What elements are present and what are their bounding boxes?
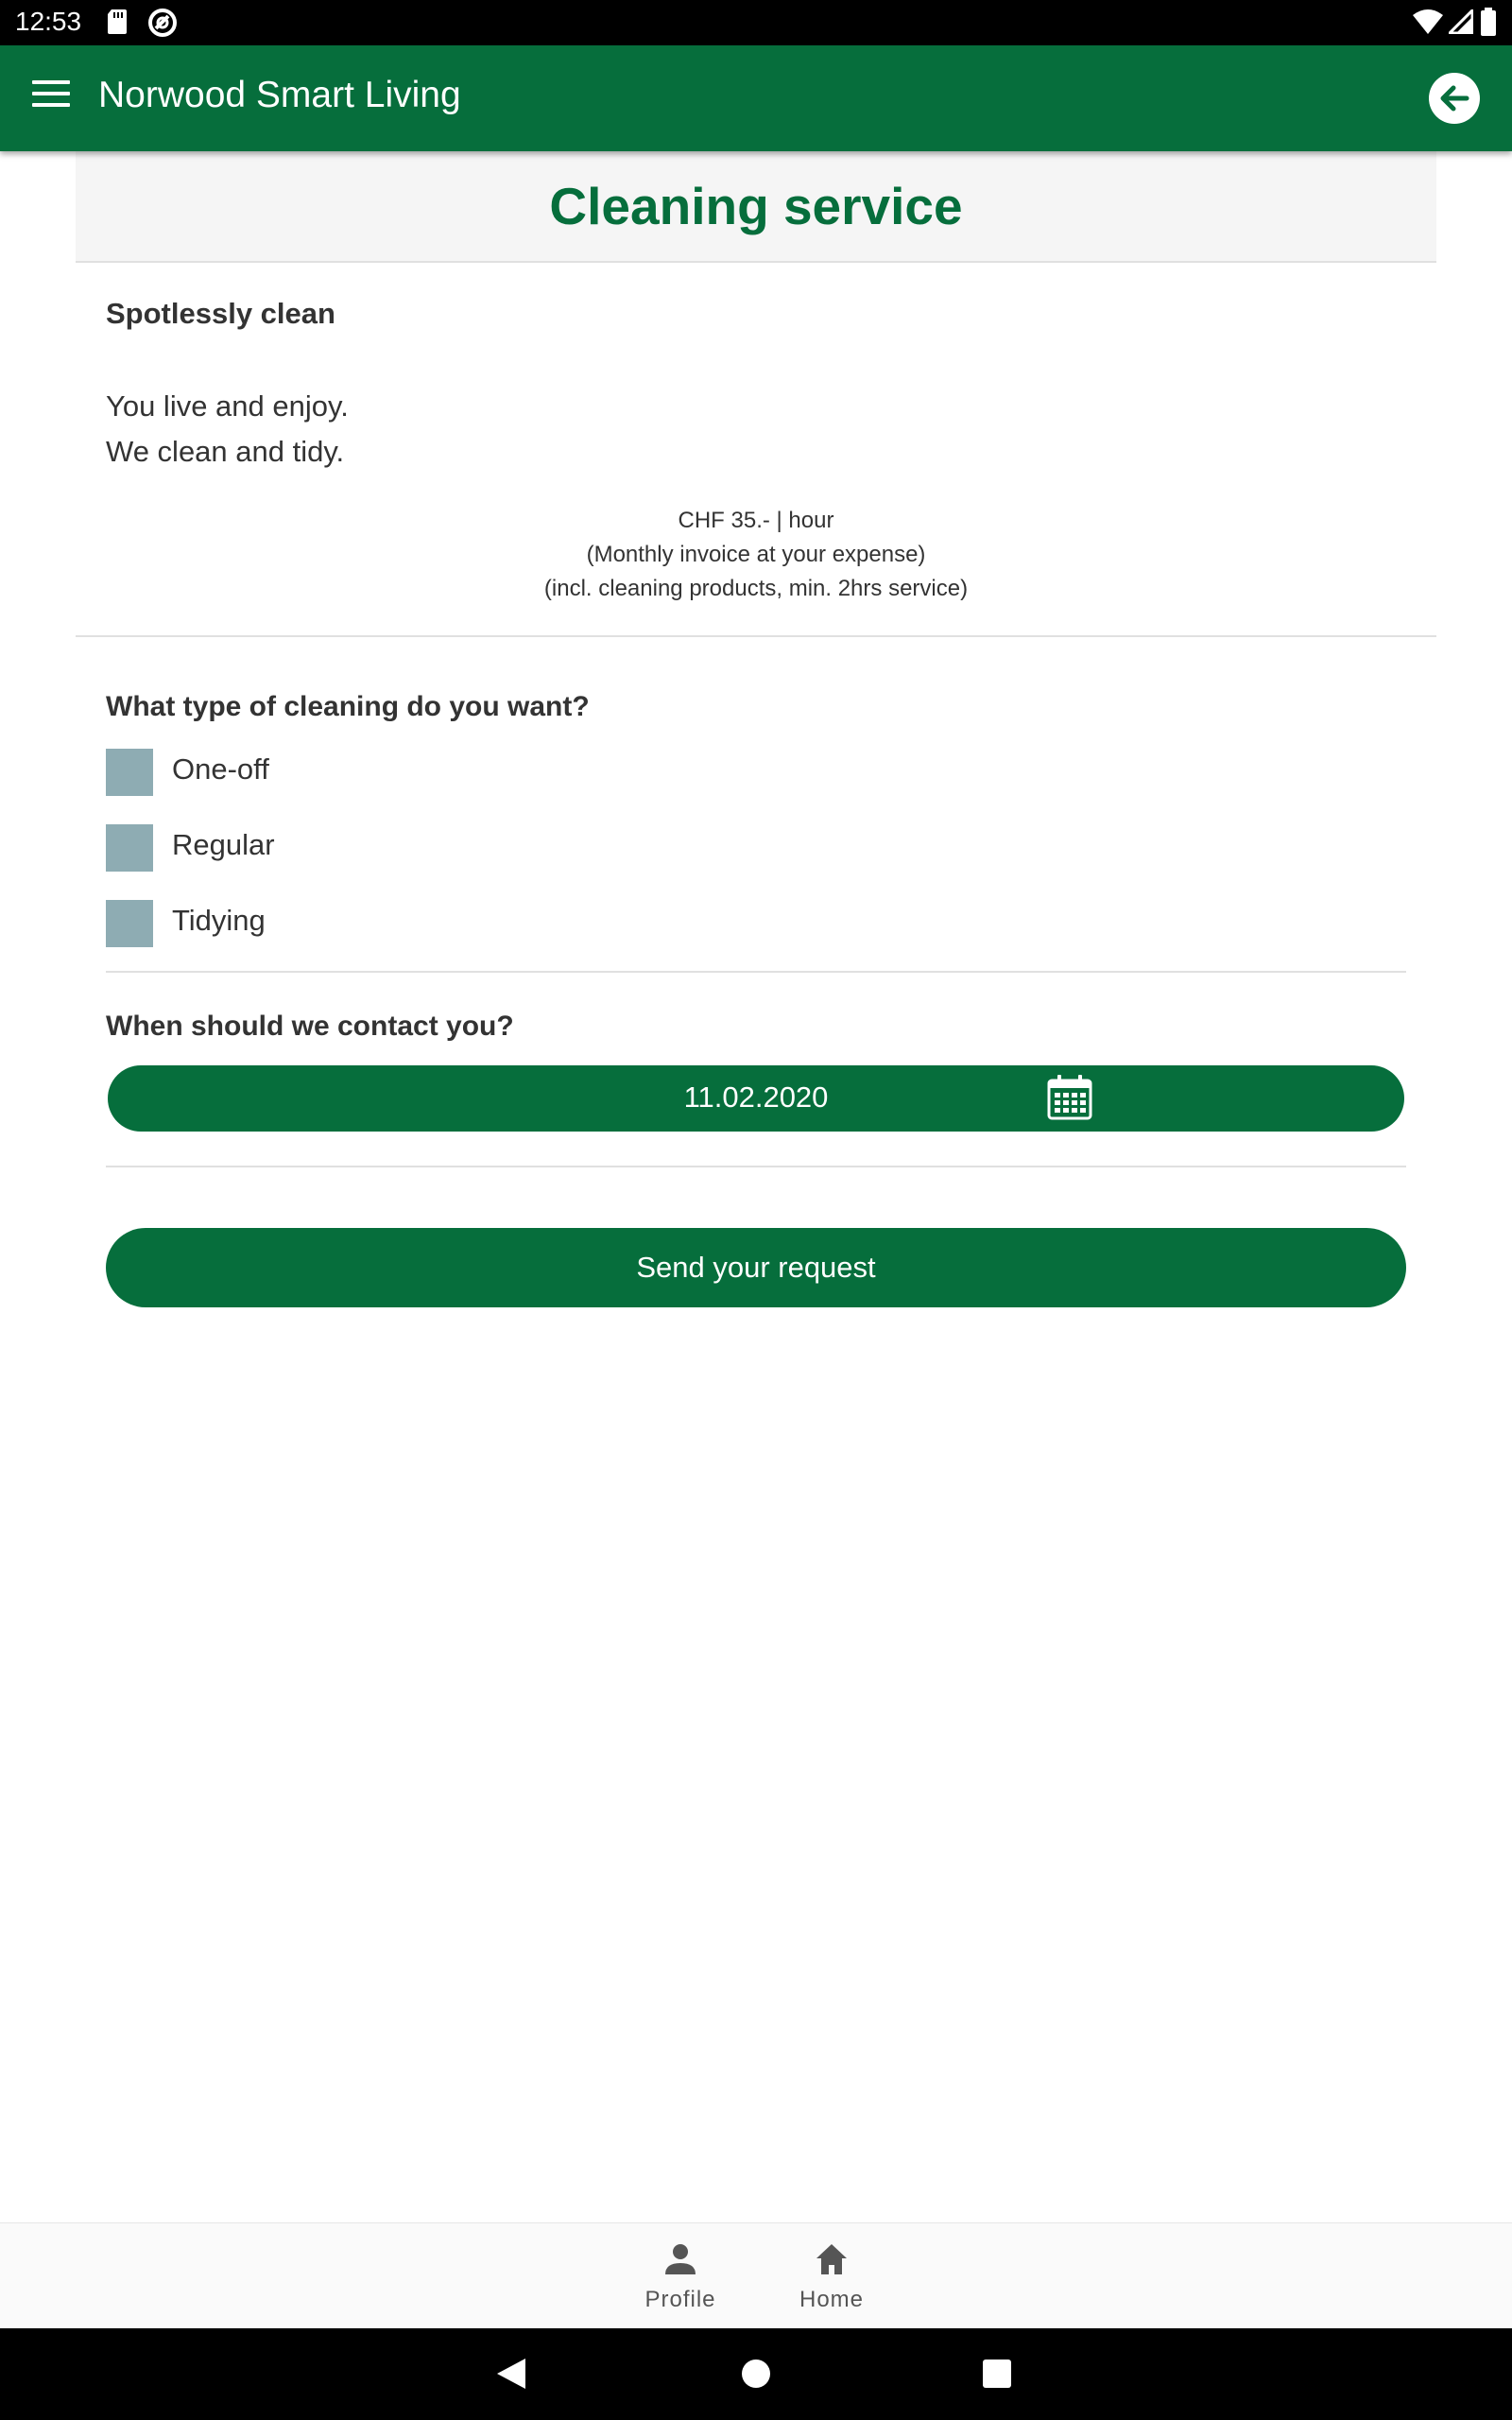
intro-line: You live and enjoy.: [106, 389, 349, 423]
price-note: (Monthly invoice at your expense): [586, 542, 926, 567]
option-label: Regular: [172, 828, 275, 861]
triangle-back-icon: [495, 2357, 527, 2391]
nav-item-profile[interactable]: [624, 2223, 737, 2329]
square-recents-icon: [983, 2360, 1011, 2388]
bottom-navigation: [0, 2222, 1512, 2329]
calendar-icon: [1045, 1073, 1094, 1127]
checkbox[interactable]: [106, 749, 153, 796]
menu-button[interactable]: [32, 80, 70, 116]
app-title: Norwood Smart Living: [98, 75, 461, 115]
home-icon: [815, 2242, 849, 2276]
nav-label: Profile: [644, 2287, 716, 2312]
status-bar: [0, 0, 1512, 45]
system-recents-button[interactable]: [983, 2360, 1011, 2393]
send-request-button[interactable]: Send your request: [106, 1228, 1406, 1307]
status-time: 12:53: [15, 7, 82, 36]
hamburger-menu-icon: [32, 80, 70, 107]
price-note: (incl. cleaning products, min. 2hrs service): [543, 576, 969, 601]
divider: [106, 1166, 1406, 1167]
price-rate: CHF 35.- | hour: [678, 508, 834, 533]
app-bar: [0, 45, 1512, 151]
nav-item-home[interactable]: [775, 2223, 888, 2329]
battery-icon: [1480, 8, 1497, 41]
contact-date-value: 11.02.2020: [683, 1080, 829, 1114]
system-back-button[interactable]: [495, 2357, 527, 2395]
intro-heading: Spotlessly clean: [106, 297, 335, 330]
option-regular[interactable]: [106, 824, 673, 872]
divider: [106, 971, 1406, 973]
back-button[interactable]: [1429, 73, 1480, 124]
system-home-button[interactable]: [741, 2359, 771, 2394]
contact-question: When should we contact you?: [106, 1011, 514, 1042]
system-navigation-bar: [0, 2328, 1512, 2420]
checkbox[interactable]: [106, 900, 153, 947]
wifi-icon: [1412, 9, 1444, 40]
circle-home-icon: [741, 2359, 771, 2389]
person-icon: [663, 2242, 697, 2276]
sync-icon: [147, 8, 178, 43]
option-label: One-off: [172, 752, 269, 786]
cleaning-type-question: What type of cleaning do you want?: [106, 691, 590, 722]
option-label: Tidying: [172, 904, 266, 937]
signal-icon: [1449, 9, 1473, 39]
page-title: Cleaning service: [549, 177, 963, 235]
sd-card-icon: [106, 8, 129, 41]
checkbox[interactable]: [106, 824, 153, 872]
arrow-left-icon: [1437, 81, 1471, 115]
option-one-off[interactable]: [106, 749, 673, 796]
intro-line: We clean and tidy.: [106, 435, 345, 468]
contact-date-picker[interactable]: [108, 1065, 1404, 1132]
divider: [76, 635, 1436, 637]
nav-label: Home: [799, 2287, 865, 2312]
option-tidying[interactable]: [106, 900, 673, 947]
page-header: [76, 151, 1436, 263]
